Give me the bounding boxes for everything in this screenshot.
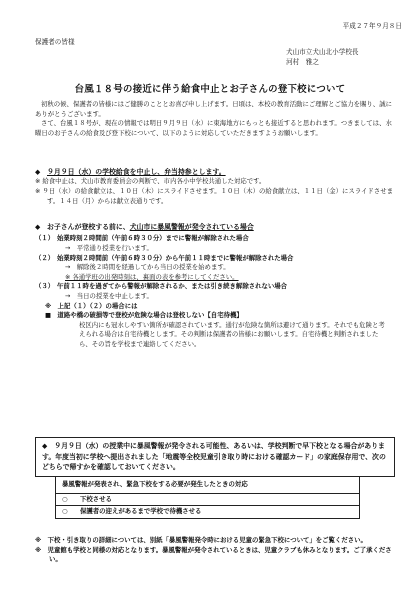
document-title: 台風１８号の接近に伴う給食中止とお子さんの登下校について [74, 84, 346, 95]
intro-paragraph: 初秋の候、保護者の皆様にはご健勝のこととお喜び申し上げます。日頃は、本校の教育活動にご理解とご協力を賜り、誠にありがとうございます。 [35, 100, 392, 118]
case-item: （２） 始業時刻２時間前（午前６時３０分）から午前１１時までに警報が解除された場合 [35, 253, 294, 262]
diamond-bullet-icon: ◆ [35, 168, 41, 176]
condition-note: ※ 上記（１）（２）の場合には [45, 301, 138, 310]
diamond-bullet-icon: ◆ [35, 223, 41, 231]
home-standby-heading: ■ 道路や橋の破損等で登校が危険な場合は登校しない【自宅待機】 [45, 311, 243, 320]
commute-section [35, 222, 395, 350]
case-result: → 当日の授業を中止します。 [65, 292, 153, 301]
lunch-note: ※ ９日（水）の給食献立は、１０日（木）にスライドさせます。１０日（木）の給食献立は、１１日（金）にスライドさせます。１４日（月）からは献立表通りです。 [35, 186, 393, 205]
case-item: （１） 始業時刻２時間前（午前６時３０分）までに警報が解除された場合 [35, 234, 249, 243]
circle-icon: ○ [62, 507, 68, 516]
case-result: → 解除後２時間を経過してから当日の授業を始めます。 [65, 263, 230, 272]
intro-text [35, 100, 395, 138]
case-note: ※ 各通学班の出発時刻は、裏面の表を参考にしてください。 [65, 272, 239, 281]
closing-note: ※ 児童館も学校と同様の対応となります。暴風警報が発令されているときは、児童クラブも休みとなります。ご了承ください。 [35, 545, 392, 564]
document-date: 平成２７年９月８日 [342, 22, 402, 30]
school-name: 犬山市立犬山北小学校長 [286, 48, 359, 56]
lunch-section [35, 167, 395, 206]
commute-heading: ◆ お子さんが登校する前に、犬山市に暴風警報が発令されている場合 [35, 223, 254, 231]
circle-icon: ○ [62, 494, 68, 503]
intro-paragraph: さて、台風１８号が、現在の情報では明日９月９日（水）に東海地方にもっとも接近すると思われます。つきましては、水曜日のお子さんの給食及び登下校について、以下のように対応していただきますようお願いします。 [35, 119, 392, 137]
case-result: → 平常通り授業を行います。 [65, 243, 153, 252]
lunch-heading: ◆ ９月９日（水）の学校給食を中止し、弁当持参とします。 [35, 168, 226, 176]
option-row: ○ 下校させる [56, 494, 359, 507]
dismissal-options-table [55, 476, 360, 519]
early-dismissal-notice: ◆ ９月９日（水）の授業中に暴風警報が発令される可能性、あるいは、学校判断で早下校となる場合があります。年度当初に学校へ提出されました「地震等全校児童引き取り時における確認カード」の家庭保存用で、次のどちらで帰すかを確認しておいてください。 [35, 437, 395, 477]
principal-name: 河村 雅之 [286, 58, 319, 66]
options-heading: 暴風警報が発表され、緊急下校をする必要が発生したときの対応 [56, 477, 359, 494]
addressee: 保護者の皆様 [35, 38, 75, 46]
option-row: ○ 保護者の迎えがあるまで学校で待機させる [62, 507, 202, 516]
case-item: （３） 午前１１時を過ぎてから警報が解除されるか、または引き続き解除されない場合 [35, 282, 288, 291]
lunch-note: ※ 給食中止は、犬山市教育委員会の判断で、市内各小中学校共通した対応です。 [35, 177, 266, 186]
closing-notes [35, 536, 395, 565]
closing-note: ※ 下校・引き取りの詳細については、別紙「暴風警報発令時における児童の緊急下校について」をご覧ください。 [35, 536, 367, 544]
home-standby-text: 校区内にも冠水しやすい箇所が確認されています。通行が危険な箇所は避けて通ります。それでも危険と考えられる場合は自宅待機とします。その判断は保護者の皆様にお願いします。自宅待機と判断されましたら、その旨を学校まで連絡してください。 [79, 320, 385, 349]
